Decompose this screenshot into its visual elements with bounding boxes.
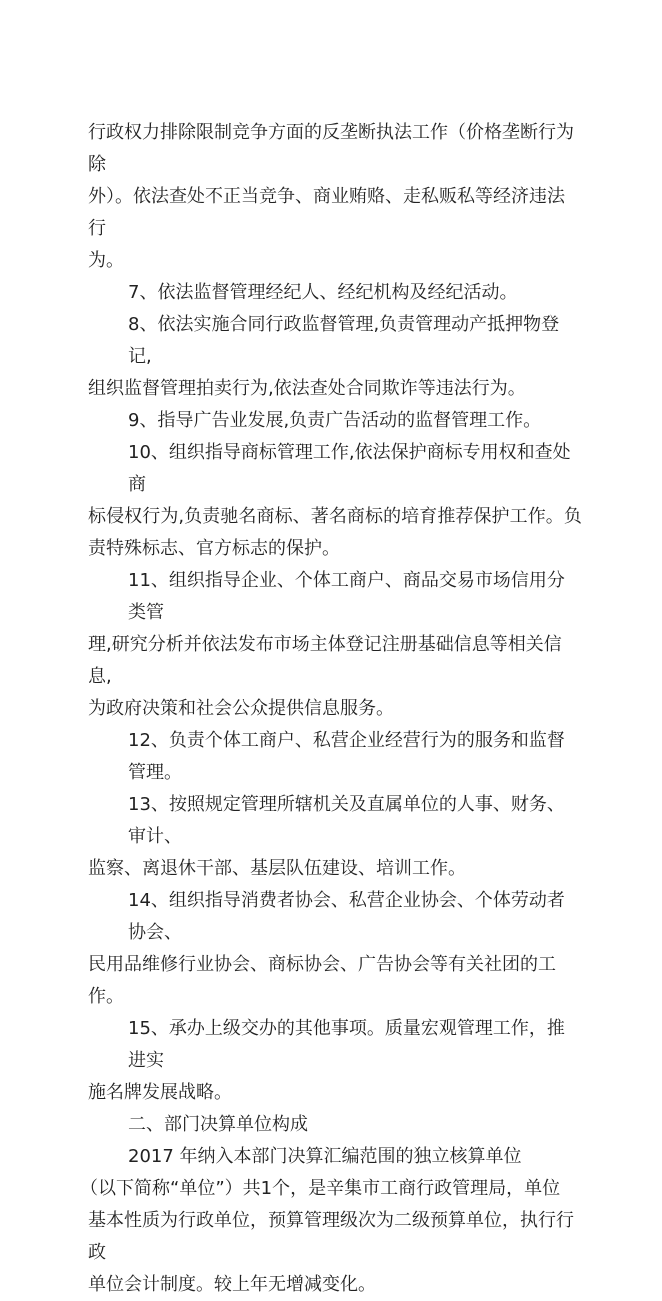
text-line: 民用品维修行业协会、商标协会、广告协会等有关社团的工作。	[88, 954, 556, 1007]
text-line: 15、承办上级交办的其他事项。质量宏观管理工作，推进实	[128, 1018, 565, 1071]
text-line: 14、组织指导消费者协会、私营企业协会、个体劳动者协会、	[128, 890, 565, 943]
text-line: 外）。依法查处不正当竞争、商业贿赂、走私贩私等经济违法行	[88, 186, 565, 239]
text-line: 2017 年纳入本部门决算汇编范围的独立核算单位	[128, 1146, 522, 1167]
text-line: 理,研究分析并依法发布市场主体登记注册基础信息等相关信息,	[88, 634, 562, 687]
text-line: 行政权力排除限制竞争方面的反垄断执法工作（价格垄断行为除	[88, 122, 574, 175]
text-line: 基本性质为行政单位，预算管理级次为二级预算单位，执行行政	[88, 1210, 574, 1263]
text-line: 组织监督管理拍卖行为,依法查处合同欺诈等违法行为。	[88, 378, 526, 399]
text-line: 7、依法监督管理经纪人、经纪机构及经纪活动。	[128, 282, 518, 303]
text-line: 责特殊标志、官方标志的保护。	[88, 538, 340, 559]
text-line: 13、按照规定管理所辖机关及直属单位的人事、财务、审计、	[128, 794, 565, 847]
text-line: 标侵权行为,负责驰名商标、著名商标的培育推荐保护工作。负	[88, 506, 582, 527]
text-line: （以下简称“单位”）共1个，是辛集市工商行政管理局，单位	[80, 1178, 561, 1199]
text-line: 为政府决策和社会公众提供信息服务。	[88, 698, 394, 719]
text-line: 施名牌发展战略。	[88, 1082, 232, 1103]
text-line: 二、部门决算单位构成	[128, 1114, 308, 1135]
text-line: 8、依法实施合同行政监督管理,负责管理动产抵押物登记,	[128, 314, 560, 367]
text-line: 10、组织指导商标管理工作,依法保护商标专用权和查处商	[128, 442, 571, 495]
text-line: 为。	[88, 250, 124, 271]
text-line: 单位会计制度。较上年无增减变化。	[88, 1274, 376, 1295]
text-line: 监察、离退休干部、基层队伍建设、培训工作。	[88, 858, 466, 879]
text-line: 12、负责个体工商户、私营企业经营行为的服务和监督管理。	[128, 730, 565, 783]
text-line: 9、指导广告业发展,负责广告活动的监督管理工作。	[128, 410, 542, 431]
text-line: 11、组织指导企业、个体工商户、商品交易市场信用分类管	[128, 570, 565, 623]
